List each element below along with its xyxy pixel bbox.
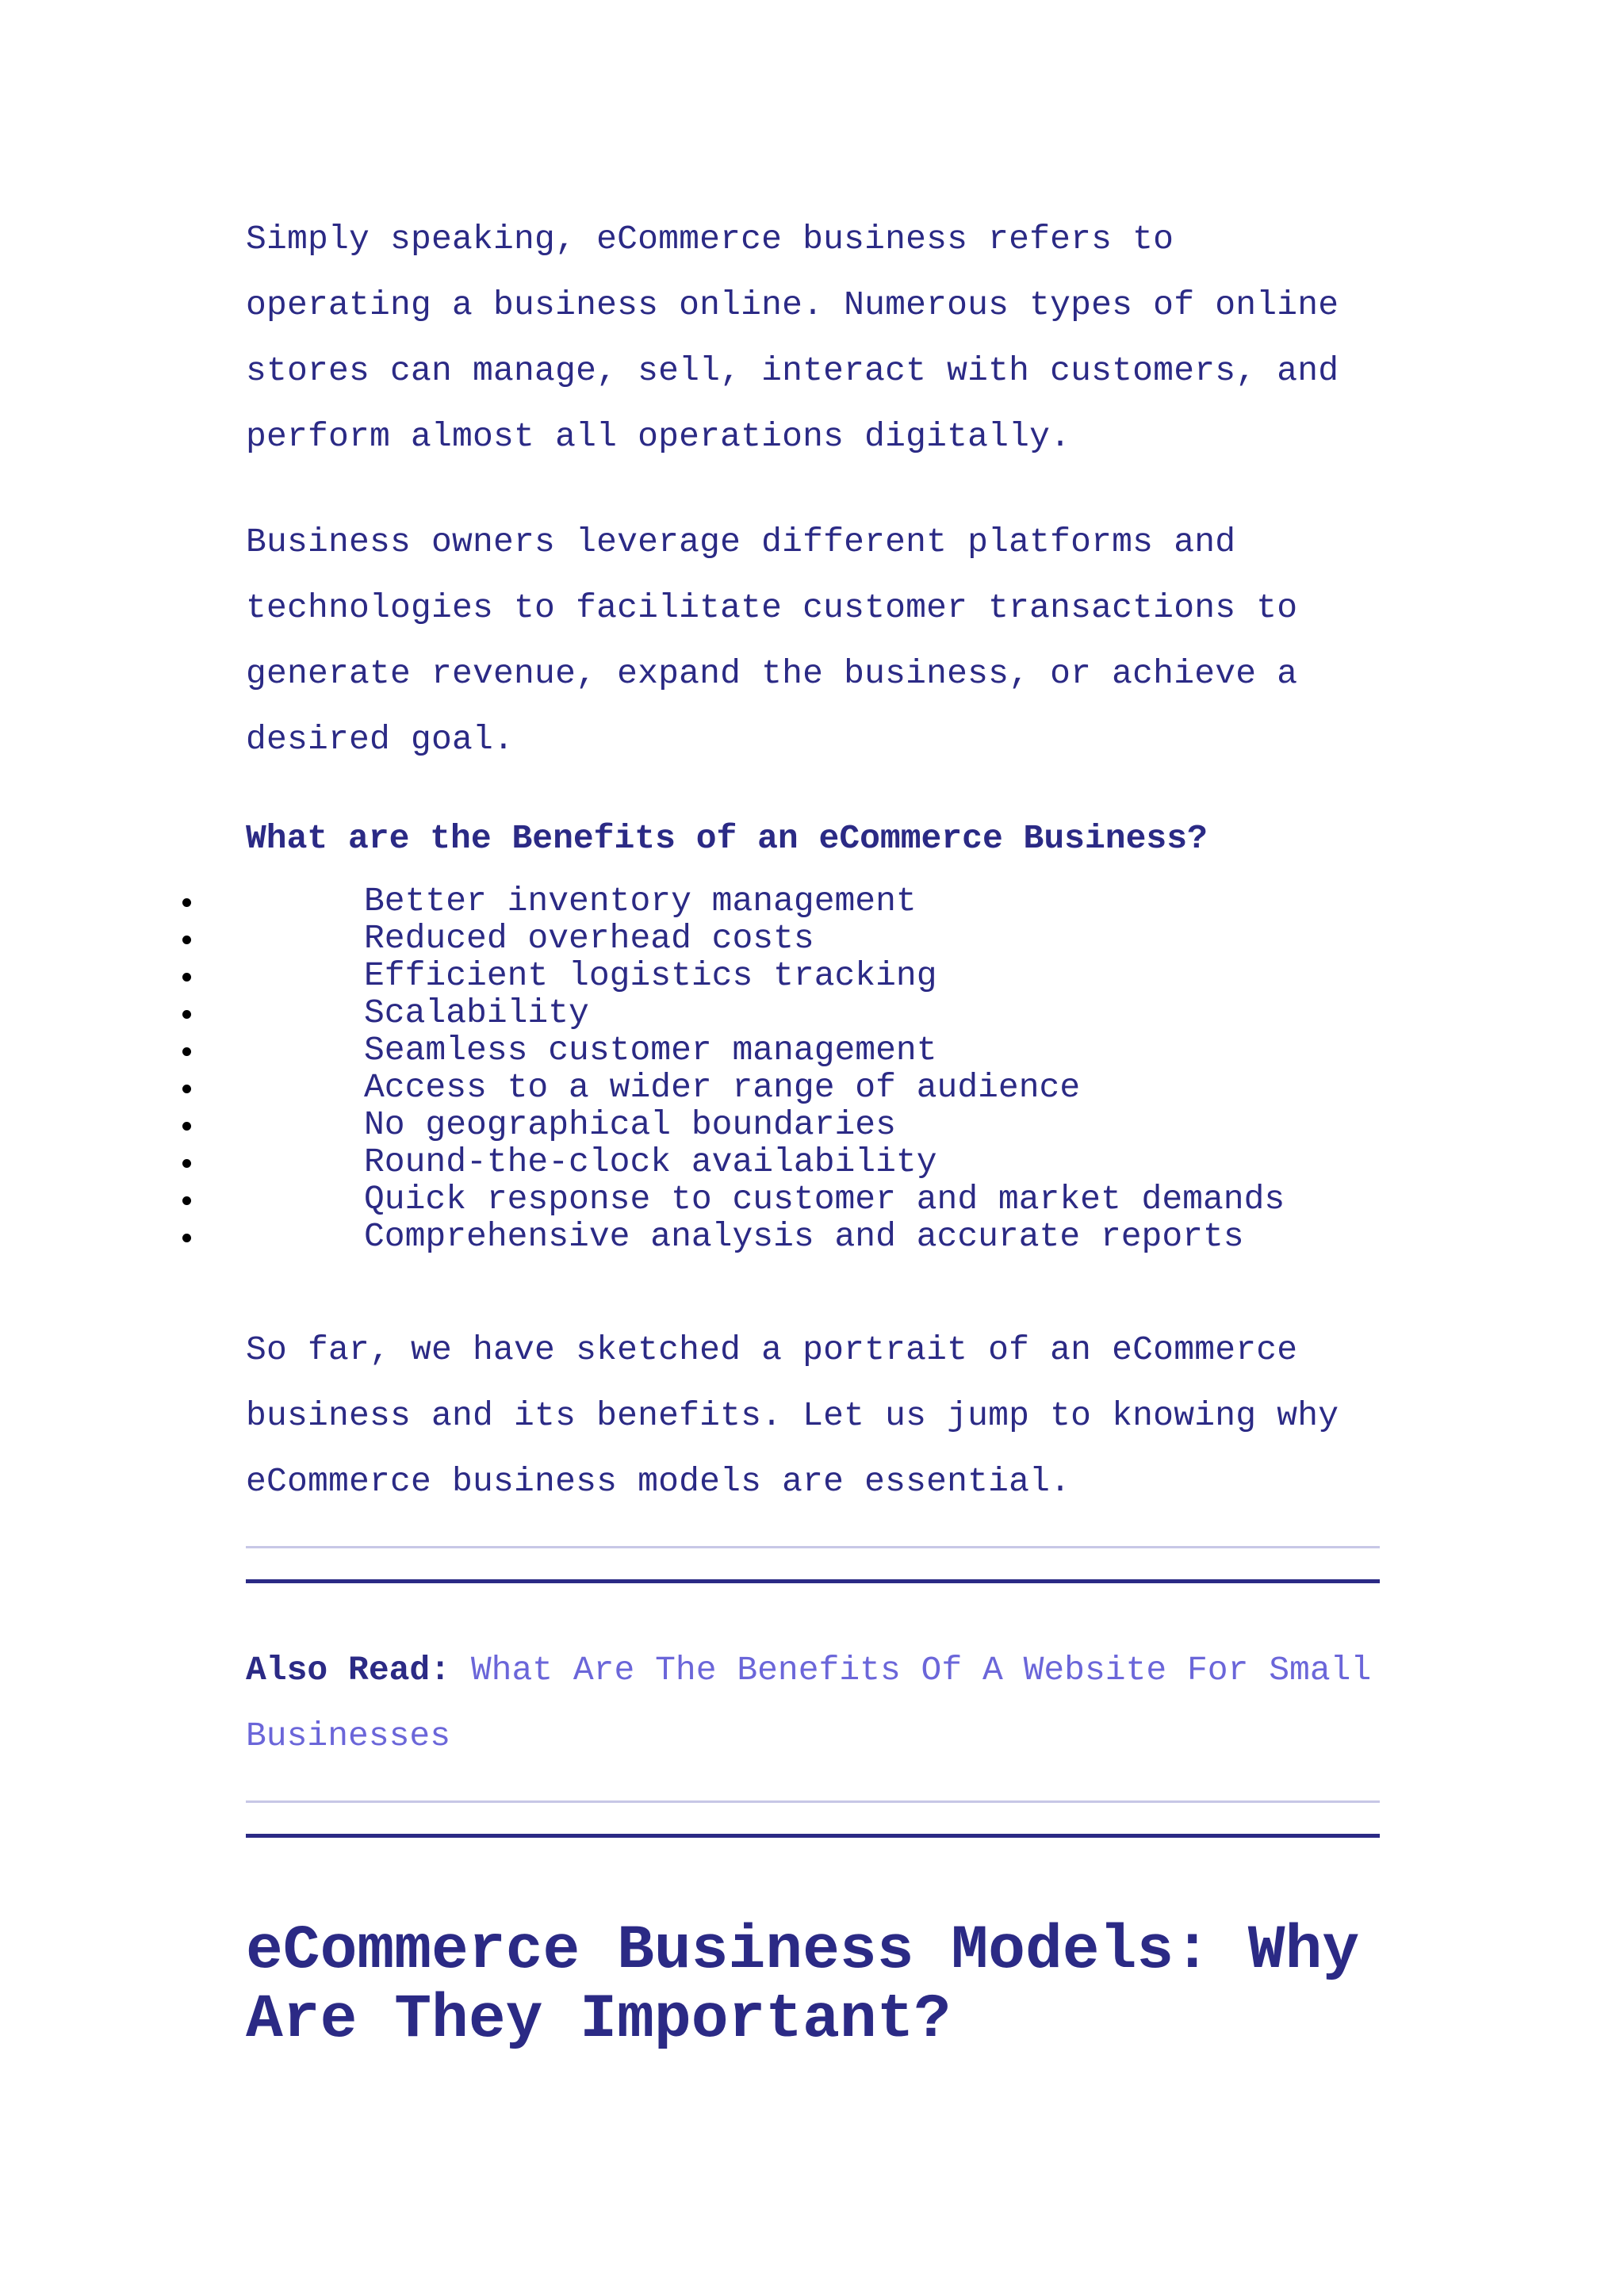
list-item (182, 994, 1380, 1031)
bullet-icon (182, 898, 191, 907)
list-item-label: Efficient logistics tracking (364, 956, 937, 995)
summary-paragraph: So far, we have sketched a portrait of an eCommerce business and its benefits. Let us jump to knowing why eCommerce business models are essential. (246, 1330, 1339, 1501)
intro-paragraph: Simply speaking, eCommerce business refers to operating a business online. Numerous types of online stores can manage, sell, interact with customers, and perform almost all operations digitally. (246, 220, 1339, 456)
benefits-list (182, 882, 1380, 1255)
list-item (182, 1031, 1380, 1069)
bullet-icon (182, 1047, 191, 1056)
list-item (182, 1069, 1380, 1106)
section-title: eCommerce Business Models: Why Are They Important? (246, 1916, 1360, 2055)
list-item (182, 1143, 1380, 1181)
bullet-icon (182, 973, 191, 982)
list-item (182, 1218, 1380, 1255)
list-item-label: Better inventory management (364, 882, 917, 920)
also-read-block (246, 1637, 1380, 1769)
list-item-label: Access to a wider range of audience (364, 1068, 1081, 1107)
list-item-label: Seamless customer management (364, 1031, 937, 1070)
bullet-icon (182, 1159, 191, 1168)
list-item (182, 920, 1380, 957)
also-read-label: Also Read: (246, 1651, 451, 1689)
list-item-label: Quick response to customer and market demands (364, 1180, 1285, 1219)
bullet-icon (182, 1234, 191, 1242)
spacer (246, 1803, 1380, 1834)
list-item-label: Comprehensive analysis and accurate reports (364, 1217, 1244, 1256)
list-item (182, 882, 1380, 920)
bullet-icon (182, 1196, 191, 1205)
benefits-heading: What are the Benefits of an eCommerce Business? (246, 819, 1208, 858)
article-body (246, 206, 1380, 2055)
bullet-icon (182, 936, 191, 944)
list-item (182, 1181, 1380, 1218)
list-item (182, 957, 1380, 994)
owners-paragraph: Business owners leverage different platforms and technologies to facilitate customer transactions to generate revenue, expand the business, or achieve a desired goal. (246, 522, 1298, 759)
divider (246, 1579, 1380, 1583)
also-read-link[interactable]: What Are The Benefits Of A Website For Small Businesses (246, 1651, 1372, 1755)
list-item-label: Scalability (364, 993, 589, 1032)
bullet-icon (182, 1085, 191, 1093)
spacer (246, 1548, 1380, 1579)
list-item (182, 1106, 1380, 1143)
list-item-label: No geographical boundaries (364, 1105, 896, 1144)
bullet-icon (182, 1122, 191, 1131)
list-item-label: Reduced overhead costs (364, 919, 814, 958)
divider (246, 1834, 1380, 1838)
bullet-icon (182, 1010, 191, 1019)
list-item-label: Round-the-clock availability (364, 1142, 937, 1181)
